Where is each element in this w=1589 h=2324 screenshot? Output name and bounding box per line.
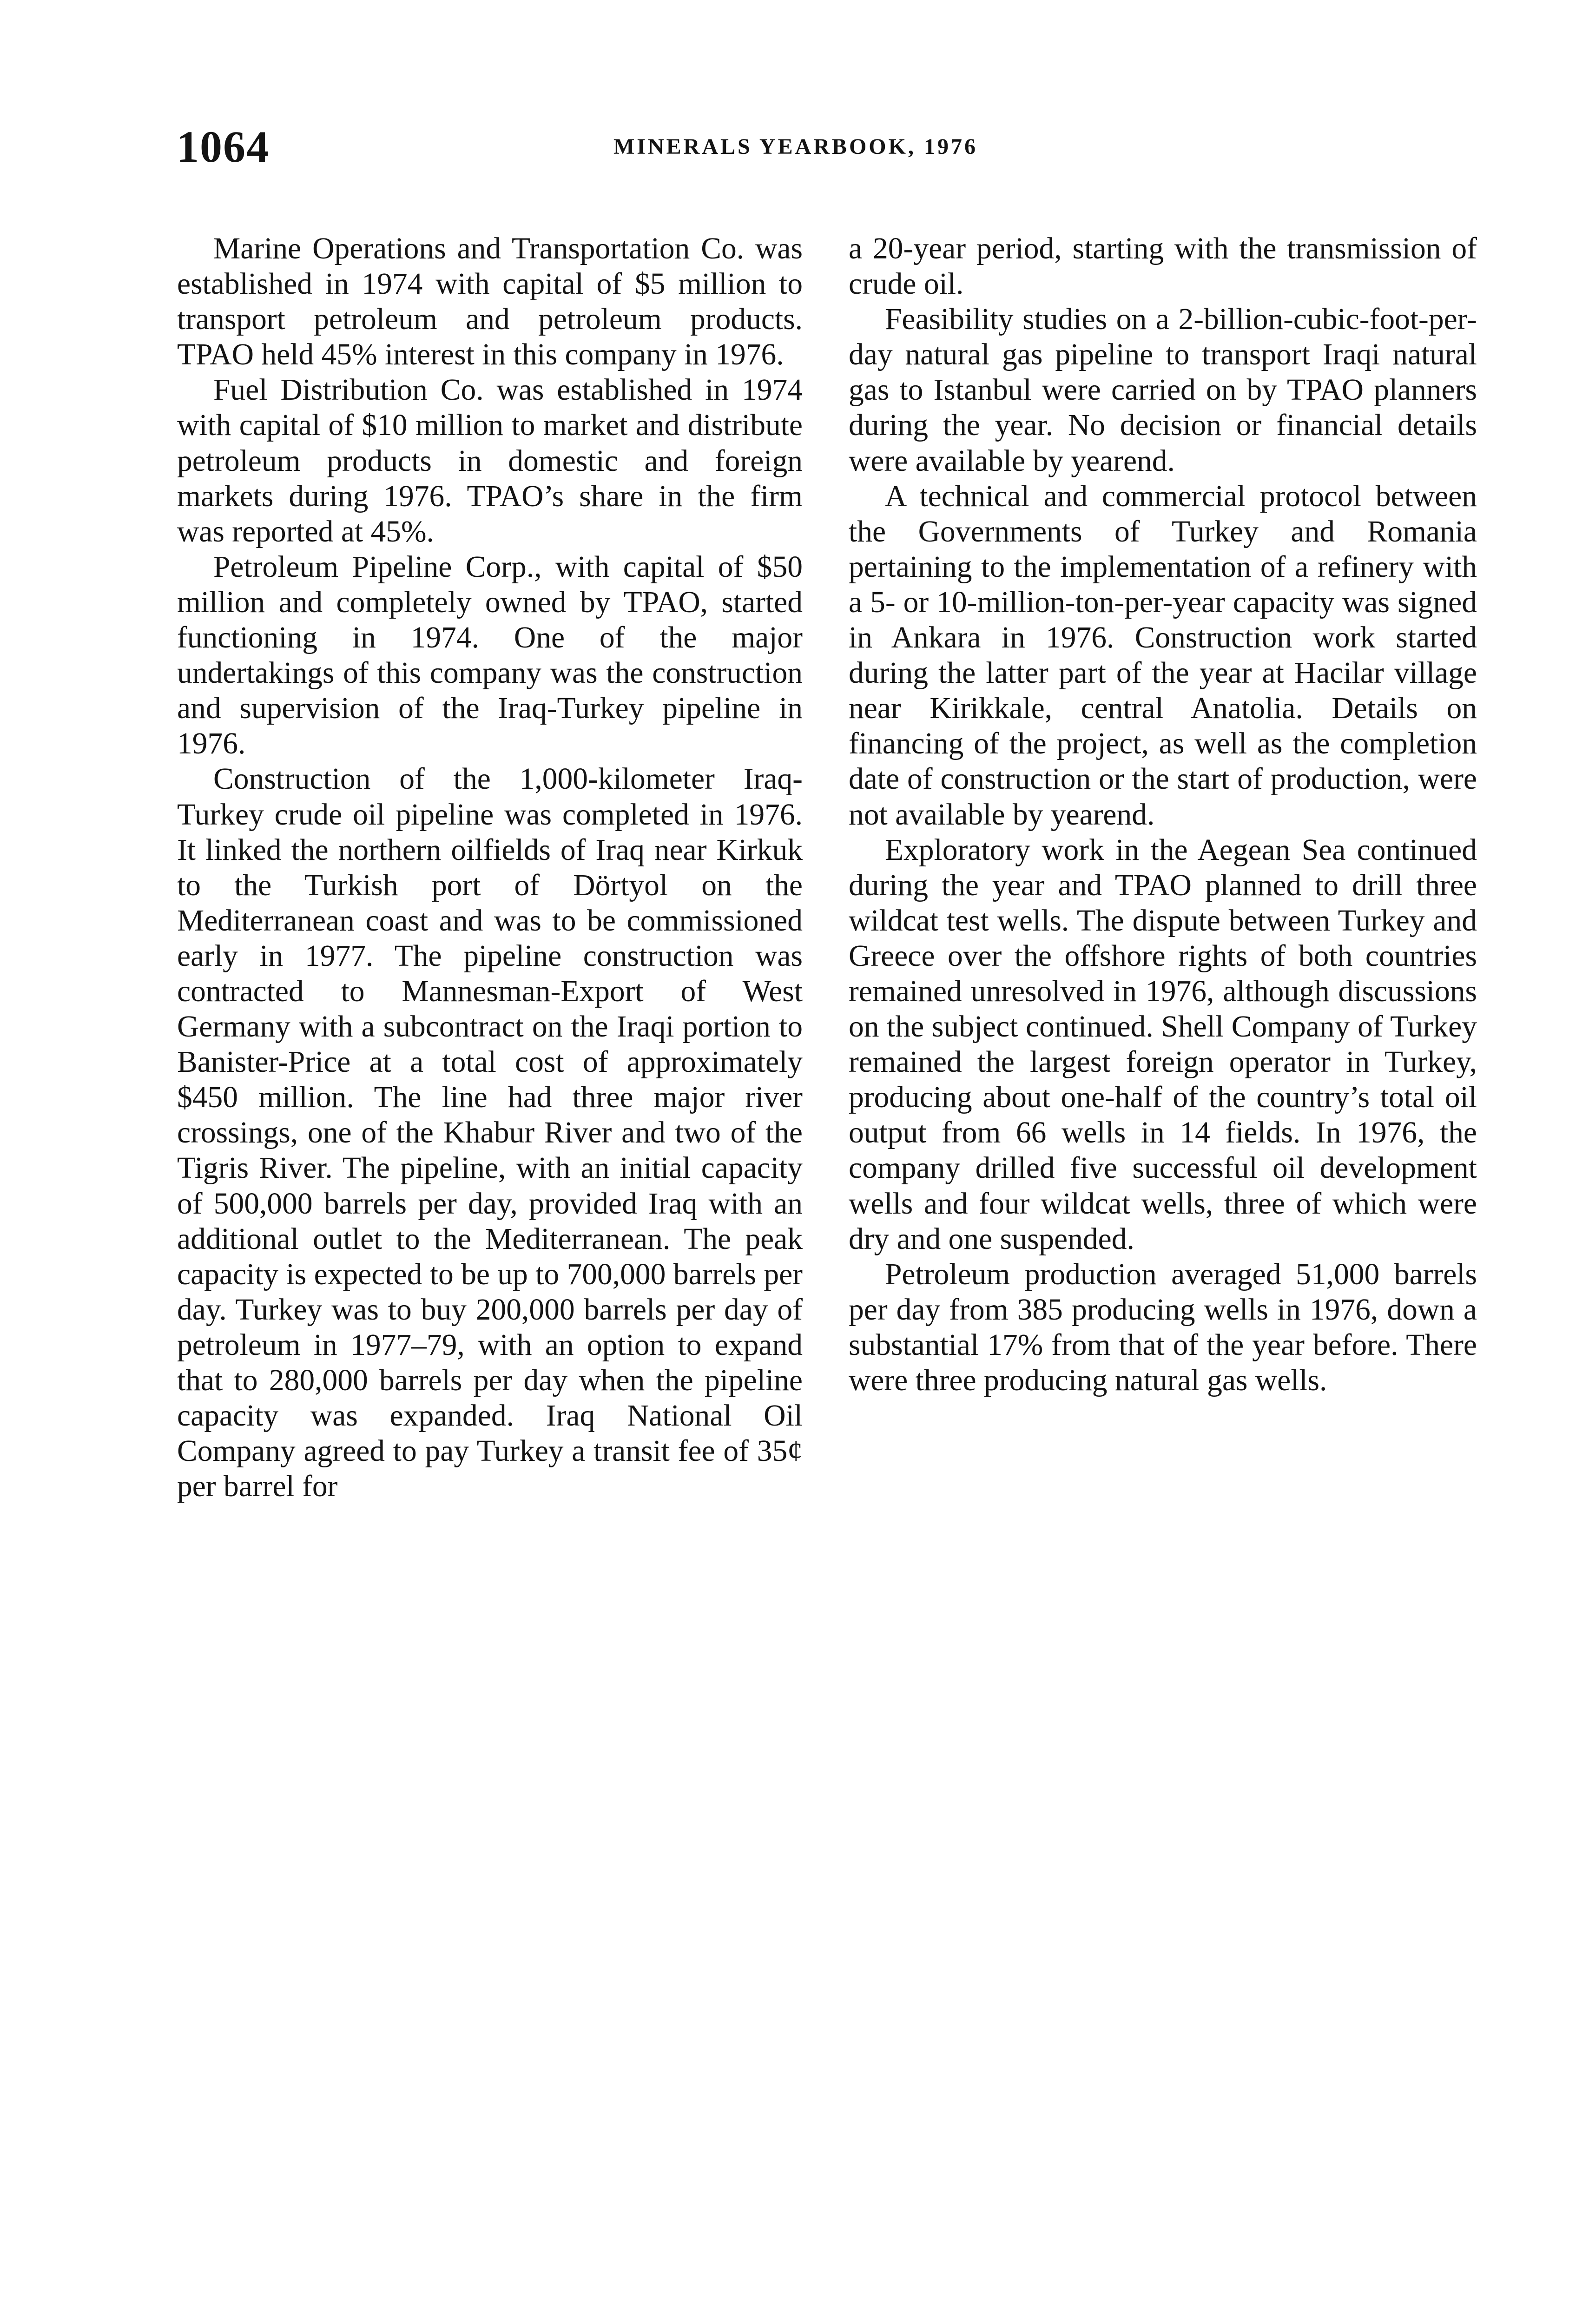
paragraph-petroleum-pipeline: Petroleum Pipeline Corp., with capital of $50 million and completely owned by TPAO, started functioning in 1974. One of the major undertakings of this company was the construction and supervision of the Iraq-Turkey pipeline in 1976. (177, 550, 803, 761)
paragraph-fuel-distribution: Fuel Distribution Co. was established in 1974 with capital of $10 million to market and distribute petroleum products in domestic and foreign markets during 1976. TPAO’s share in the firm was reported at 45%. (177, 373, 803, 548)
paragraph-marine-operations: Marine Operations and Transportation Co. was established in 1974 with capital of $5 million to transport petroleum and petroleum products. TPAO held 45% interest in this company in 1976. (177, 232, 803, 372)
paragraph-gas-pipeline-studies: Feasibility studies on a 2-billion-cubic-foot-per-day natural gas pipeline to transport Iraqi natural gas to Istanbul were carried on by TPAO planners during the year. No decision or financial details were available by yearend. (849, 303, 1477, 478)
paragraph-iraq-turkey-pipeline: Construction of the 1,000-kilometer Iraq-Turkey crude oil pipeline was completed in 1976. It linked the northern oilfields of Iraq near Kirkuk to the Turkish port of Dörtyol on the Mediterranean coast and was to be commissioned early in 1977. The pipeline construction was contracted to Mannesman-Export of West Germany with a subcontract on the Iraqi portion to Banister-Price at a total cost of approximately $450 million. The line had three major river crossings, one of the Khabur River and two of the Tigris River. The pipeline, with an initial capacity of 500,000 barrels per day, provided Iraq with an additional outlet to the Mediterranean. The peak capacity is expected to be up to 700,000 barrels per day. Turkey was to buy 200,000 barrels per day of petroleum in 1977–79, with an option to expand that to 280,000 barrels per day when the pipeline capacity was expanded. Iraq National Oil Company agreed to pay Turkey a transit fee of 35¢ per barrel for (177, 762, 803, 1504)
paragraph-aegean-exploration: Exploratory work in the Aegean Sea continued during the year and TPAO planned to drill three wildcat test wells. The dispute between Turkey and Greece over the offshore rights of both countries remained unresolved in 1976, although discussions on the subject continued. Shell Company of Turkey remained the largest foreign operator in Turkey, producing about one-half of the country’s total oil output from 66 wells in 14 fields. In 1976, the company drilled five successful oil development wells and four wildcat wells, three of which were dry and one suspended. (849, 833, 1477, 1256)
paragraph-petroleum-production: Petroleum production averaged 51,000 barrels per day from 385 producing wells in 1976, down a substantial 17% from that of the year before. There were three producing natural gas wells. (849, 1257, 1477, 1397)
paragraph-refinery-protocol: A technical and commercial protocol between the Governments of Turkey and Romania pertaining to the implementation of a refinery with a 5- or 10-million-ton-per-year capacity was signed in Ankara in 1976. Construction work started during the latter part of the year at Hacilar village near Kirikkale, central Anatolia. Details on financing of the project, as well as the completion date of construction or the start of production, were not available by yearend. (849, 479, 1477, 832)
left-column (177, 231, 803, 1504)
running-head: MINERALS YEARBOOK, 1976 (613, 134, 978, 159)
paragraph-continuation: a 20-year period, starting with the transmission of crude oil. (849, 232, 1477, 301)
page-header (0, 0, 1589, 195)
right-column (849, 231, 1477, 1398)
page-number: 1064 (177, 122, 270, 172)
